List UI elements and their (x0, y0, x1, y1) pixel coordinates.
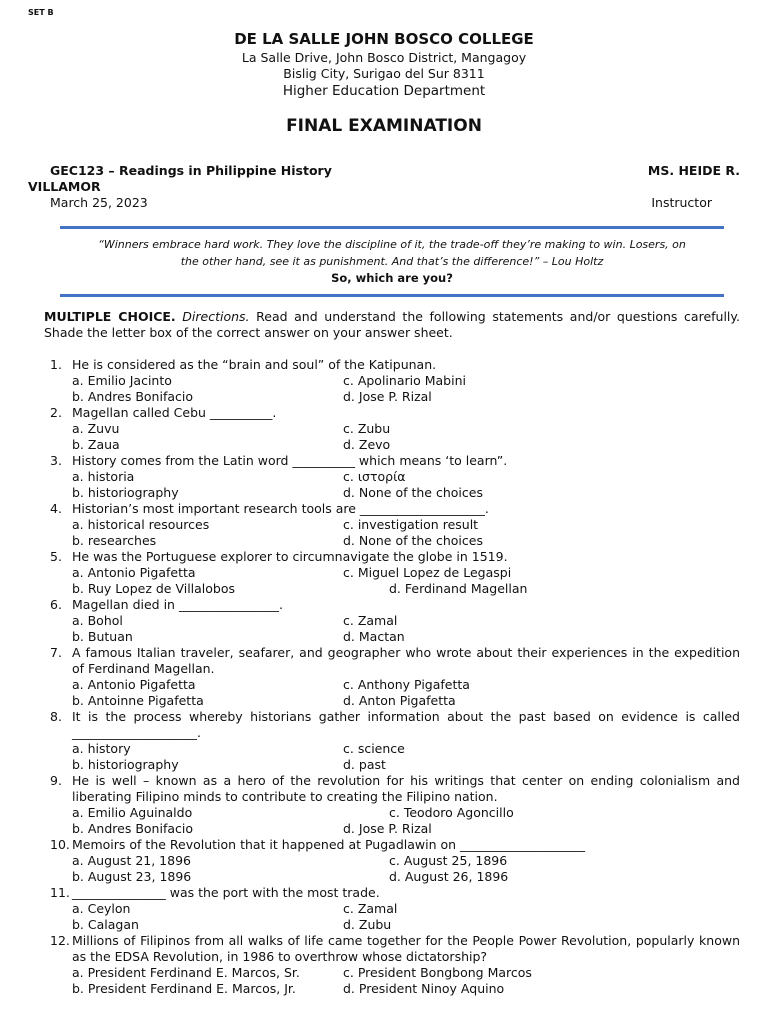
college-name: DE LA SALLE JOHN BOSCO COLLEGE (234, 30, 534, 48)
divider-top (60, 226, 724, 229)
question-stem: He is considered as the “brain and soul” of the Katipunan. (72, 357, 437, 372)
course-title: GEC123 – Readings in Philippine History (50, 163, 332, 178)
quote-question: So, which are you? (331, 271, 453, 285)
question-stem: _______________ was the port with the most trade. (72, 885, 380, 900)
question-stem: Memoirs of the Revolution that it happened at Pugadlawin on ____________________ (72, 837, 586, 852)
choice-c: c. Zamal (343, 613, 398, 628)
quote-line-1: “Winners embrace hard work. They love the discipline of it, the trade-off they’re making to win. Losers, on (98, 238, 686, 251)
choice-d: d. Zevo (343, 437, 391, 452)
choice-c: c. President Bongbong Marcos (343, 965, 532, 980)
question-stem: History comes from the Latin word __________ which means ‘to learn”. (72, 453, 508, 468)
choice-c: c. Zubu (343, 421, 391, 436)
choice-b: b. Andres Bonifacio (72, 389, 194, 404)
choice-d: d. Jose P. Rizal (343, 389, 432, 404)
exam-title: FINAL EXAMINATION (286, 116, 482, 136)
question-number: 7. (50, 645, 62, 660)
choice-d: d. Jose P. Rizal (343, 821, 432, 836)
choice-d: d. None of the choices (343, 485, 483, 500)
set-label: SET B (28, 8, 54, 17)
choice-b: b. August 23, 1896 (72, 869, 192, 884)
choice-a: a. Antonio Pigafetta (72, 677, 196, 692)
choice-d: d. President Ninoy Aquino (343, 981, 505, 996)
choice-b: b. Andres Bonifacio (72, 821, 194, 836)
question-number: 12. (50, 933, 70, 948)
choice-b: b. researches (72, 533, 157, 548)
choice-d: d. Zubu (343, 917, 392, 932)
question-number: 6. (50, 597, 62, 612)
choice-a: a. historia (72, 469, 135, 484)
choice-a: a. Antonio Pigafetta (72, 565, 196, 580)
question-stem: It is the process whereby historians gather information about the past based on evidence is called ____________________. (72, 709, 740, 740)
instructor-name: MS. HEIDE R. (647, 163, 740, 178)
choice-a: a. August 21, 1896 (72, 853, 191, 868)
question-number: 10. (50, 837, 70, 852)
choice-a: a. Zuvu (72, 421, 120, 436)
choice-d: d. Ferdinand Magellan (389, 581, 528, 596)
question-stem: He was the Portuguese explorer to circumnavigate the globe in 1519. (72, 549, 508, 564)
question-number: 4. (50, 501, 62, 516)
choice-b: b. Antoinne Pigafetta (72, 693, 204, 708)
choice-c: c. Teodoro Agoncillo (389, 805, 514, 820)
instructions-heading: MULTIPLE CHOICE. (44, 309, 176, 324)
question-stem: He is well – known as a hero of the revolution for his writings that center on ending colonialism and liberating Filipino minds to contribute to creating the Filipino nation. (72, 773, 740, 804)
question-stem: A famous Italian traveler, seafarer, and geographer who wrote about their experiences in the expedition of Ferdinand Magellan. (72, 645, 740, 676)
instructions-text: Read and understand the following statements and/or questions carefully. Shade the letter box of the correct answer on your answer sheet. (44, 309, 740, 340)
question-stem: Magellan called Cebu __________. (72, 405, 277, 420)
choice-d: d. Mactan (343, 629, 405, 644)
choice-a: a. Emilio Jacinto (72, 373, 172, 388)
question-number: 2. (50, 405, 62, 420)
choice-b: b. Calagan (72, 917, 139, 932)
choice-d: d. Anton Pigafetta (343, 693, 456, 708)
question-stem: Historian’s most important research tools are ____________________. (72, 501, 489, 516)
instructor-label: Instructor (651, 195, 712, 210)
address-line-2: Bislig City, Surigao del Sur 8311 (283, 66, 485, 81)
choice-c: c. science (343, 741, 405, 756)
choice-b: b. President Ferdinand E. Marcos, Jr. (72, 981, 296, 996)
question-number: 8. (50, 709, 62, 724)
choice-c: c. Anthony Pigafetta (343, 677, 470, 692)
choice-a: a. President Ferdinand E. Marcos, Sr. (72, 965, 300, 980)
choice-c: c. August 25, 1896 (389, 853, 508, 868)
department: Higher Education Department (282, 83, 486, 99)
question-number: 9. (50, 773, 62, 788)
exam-date: March 25, 2023 (50, 195, 148, 210)
choice-b: b. Butuan (72, 629, 133, 644)
question-stem: Millions of Filipinos from all walks of life came together for the People Power Revolution, popularly known as the EDSA Revolution, in 1986 to overthrow whose dictatorship? (72, 933, 740, 964)
choice-a: a. Emilio Aguinaldo (72, 805, 193, 820)
choice-c: c. Miguel Lopez de Legaspi (343, 565, 512, 580)
choice-c: c. Apolinario Mabini (343, 373, 466, 388)
question-number: 3. (50, 453, 62, 468)
choice-c: c. ιστορία (343, 469, 406, 484)
choice-c: c. Zamal (343, 901, 398, 916)
choice-d: d. past (343, 757, 386, 772)
choice-b: b. Zaua (72, 437, 120, 452)
question-stem: Magellan died in ________________. (72, 597, 283, 612)
choice-a: a. Bohol (72, 613, 123, 628)
quote-line-2: the other hand, see it as punishment. And that’s the difference!” – Lou Holtz (180, 255, 604, 268)
question-number: 11. (50, 885, 70, 900)
choice-b: b. historiography (72, 485, 179, 500)
choice-b: b. Ruy Lopez de Villalobos (72, 581, 236, 596)
choice-d: d. August 26, 1896 (389, 869, 509, 884)
choice-a: a. historical resources (72, 517, 210, 532)
choice-a: a. history (72, 741, 131, 756)
question-number: 1. (50, 357, 62, 372)
choice-d: d. None of the choices (343, 533, 483, 548)
directions-label: Directions. (182, 309, 250, 324)
address-line-1: La Salle Drive, John Bosco District, Mangagoy (241, 50, 527, 65)
instructor-surname: VILLAMOR (28, 179, 101, 194)
divider-bottom (60, 294, 724, 297)
choice-c: c. investigation result (343, 517, 479, 532)
choice-b: b. historiography (72, 757, 179, 772)
choice-a: a. Ceylon (72, 901, 131, 916)
instructions (44, 309, 740, 341)
question-number: 5. (50, 549, 62, 564)
